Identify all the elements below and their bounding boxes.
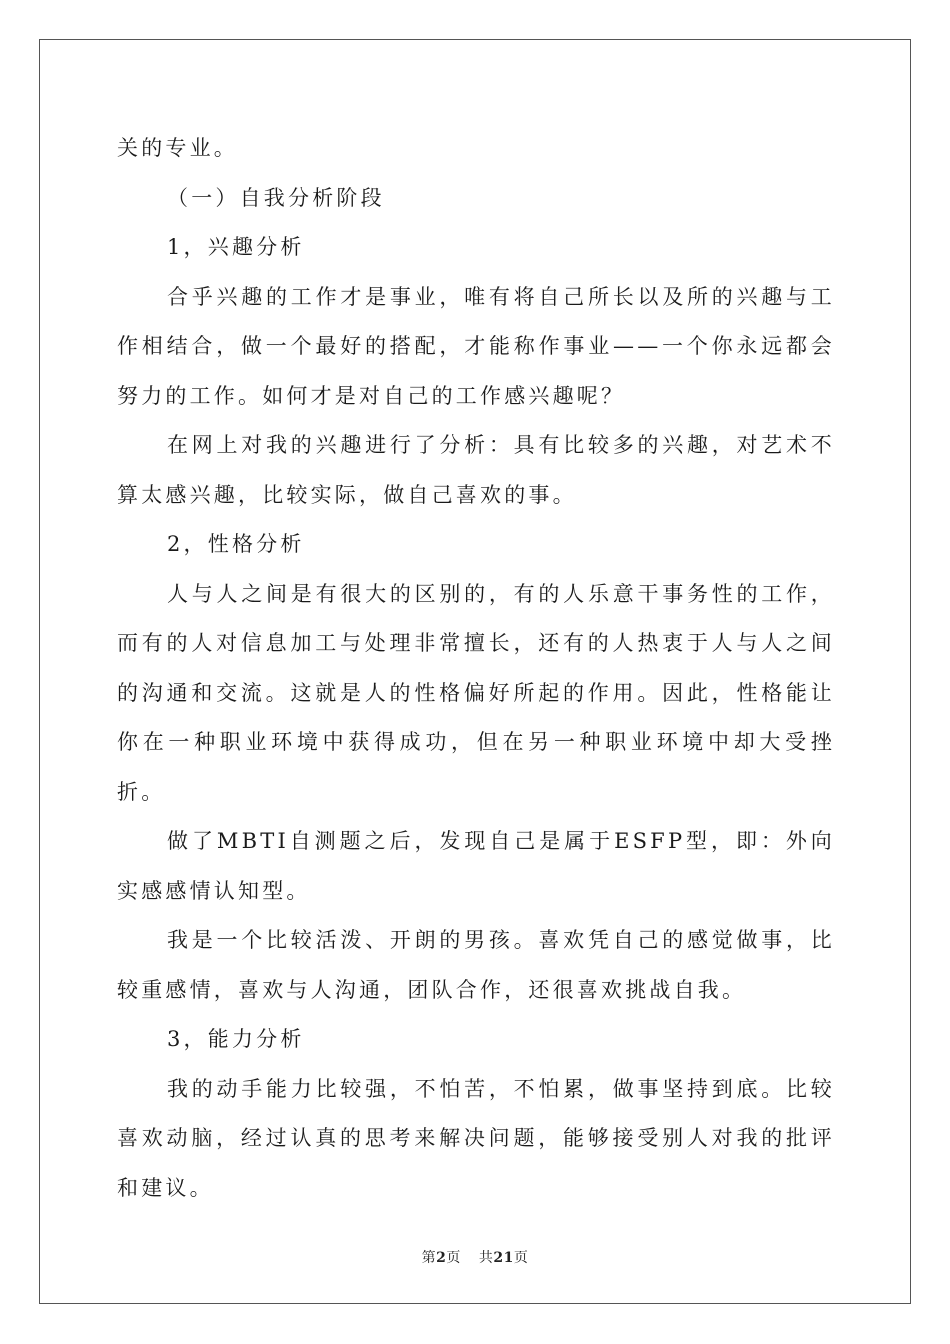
subheading-personality: 2，性格分析 <box>167 532 305 556</box>
paragraph-3: 合乎兴趣的工作才是事业，唯有将自己所长以及所的兴趣与工作相结合，做一个最好的搭配，才能称作事业——一个你永远都会努力的工作。如何才是对自己的工作感兴趣呢？ <box>117 284 835 408</box>
total-suffix: 页 <box>513 1250 529 1266</box>
page-number: 2 <box>436 1250 447 1266</box>
total-prefix: 共 <box>478 1250 494 1266</box>
total-pages: 21 <box>493 1250 514 1266</box>
subheading-interest: 1，兴趣分析 <box>167 235 305 259</box>
section-heading: （一）自我分析阶段 <box>167 185 385 210</box>
body-text <box>117 124 835 1213</box>
page-suffix: 页 <box>446 1250 461 1266</box>
paragraph-4: 在网上对我的兴趣进行了分析：具有比较多的兴趣，对艺术不算太感兴趣，比较实际，做自己喜欢的事。 <box>117 433 835 507</box>
paragraph-8: 我是一个比较活泼、开朗的男孩。喜欢凭自己的感觉做事，比较重感情，喜欢与人沟通，团队合作，还很喜欢挑战自我。 <box>117 928 835 1002</box>
subheading-ability: 3，能力分析 <box>167 1027 305 1051</box>
paragraph-10: 我的动手能力比较强，不怕苦，不怕累，做事坚持到底。比较喜欢动脑，经过认真的思考来解决问题，能够接受别人对我的批评和建议。 <box>117 1076 835 1200</box>
paragraph-6: 人与人之间是有很大的区别的，有的人乐意干事务性的工作，而有的人对信息加工与处理非常擅长，还有的人热衷于人与人之间的沟通和交流。这就是人的性格偏好所起的作用。因此，性格能让你在一种职业环境中获得成功，但在另一种职业环境中却大受挫折。 <box>117 581 835 804</box>
paragraph-7: 做了MBTI自测题之后，发现自己是属于ESFP型，即：外向实感感情认知型。 <box>117 829 835 903</box>
paragraph-0: 关的专业。 <box>117 136 238 160</box>
page-prefix: 第 <box>421 1250 437 1266</box>
page-footer <box>0 1247 950 1267</box>
